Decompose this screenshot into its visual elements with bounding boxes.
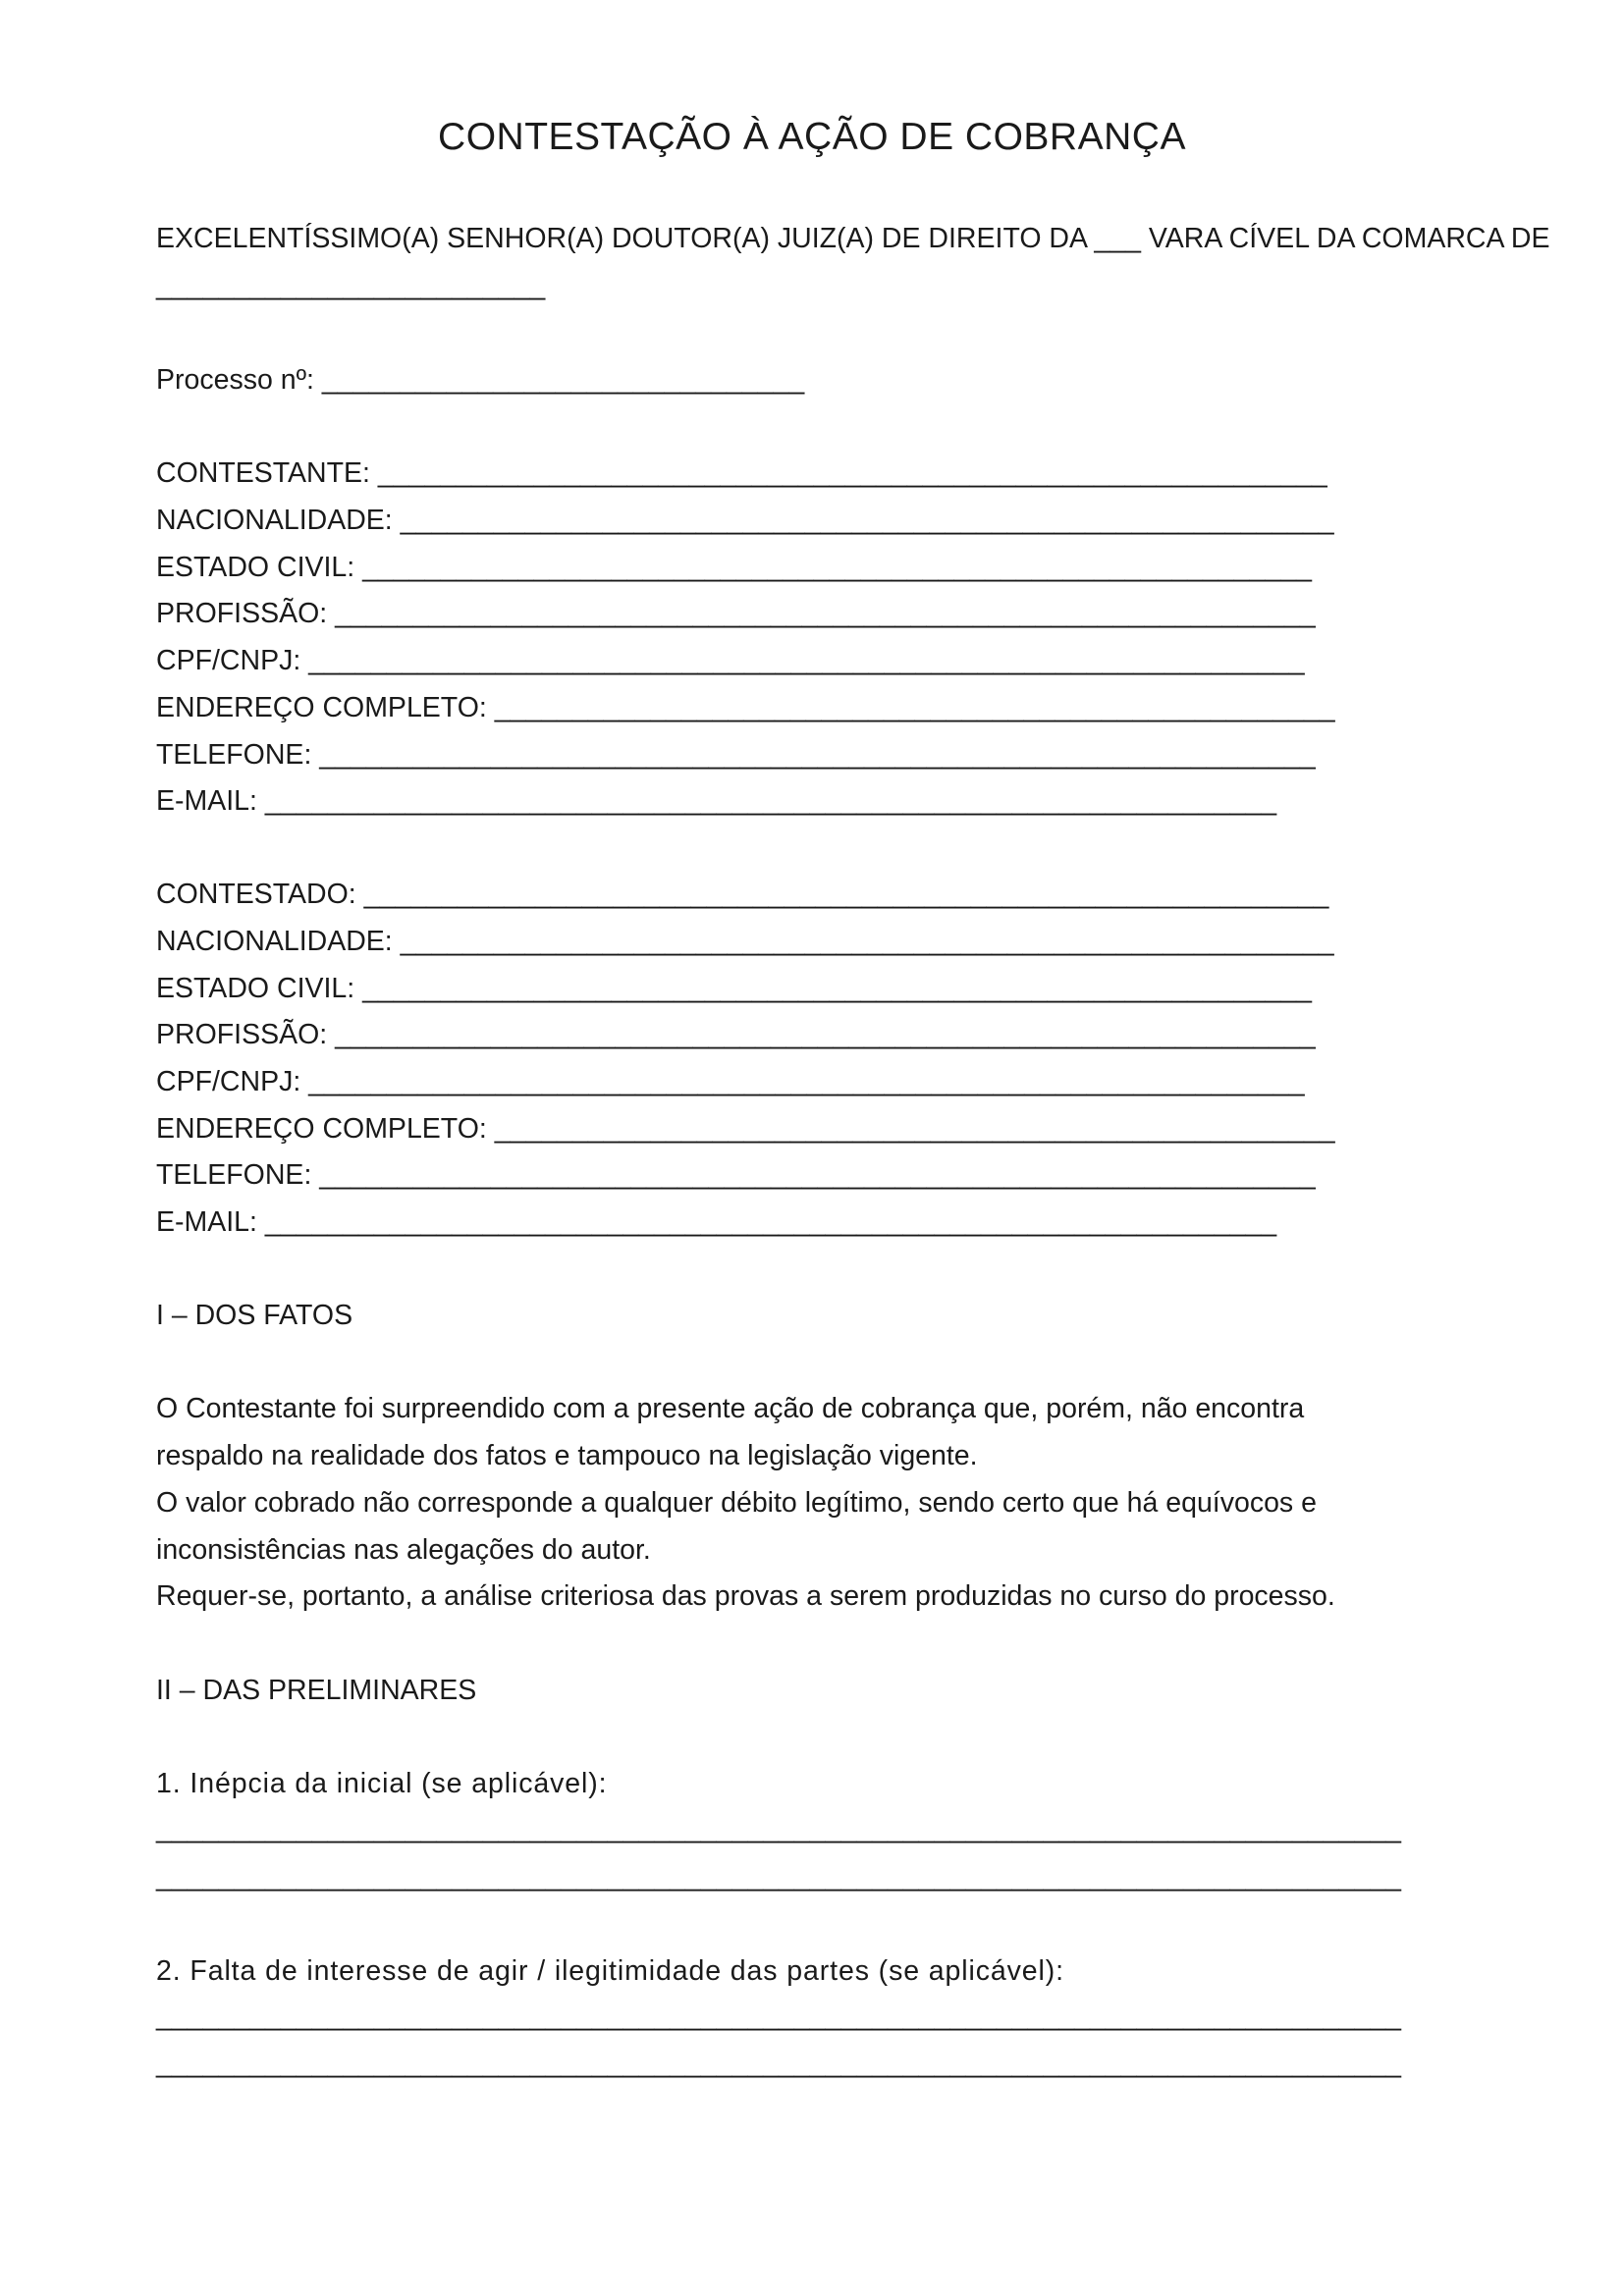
contestado-nationality-field: NACIONALIDADE: ____________________________________________________________ [156, 926, 1334, 957]
contestado-marital-status-field: ESTADO CIVIL: _____________________________________________________________ [156, 973, 1312, 1004]
contestante-phone-field: TELEFONE: ________________________________________________________________ [156, 739, 1316, 771]
contestante-cpf-cnpj-field: CPF/CNPJ: ________________________________________________________________ [156, 645, 1305, 676]
contestante-address-field: ENDEREÇO COMPLETO: ______________________________________________________ [156, 692, 1335, 723]
preliminary-item-1-blank-line: ________________________________________________________________________________ [156, 1813, 1402, 1844]
section-1-paragraph-line: O Contestante foi surpreendido com a presente ação de cobrança que, porém, não encontra [156, 1393, 1305, 1424]
contestante-name-field: CONTESTANTE: _____________________________________________________________ [156, 457, 1327, 489]
contestado-address-field: ENDEREÇO COMPLETO: ______________________________________________________ [156, 1113, 1335, 1145]
contestante-profession-field: PROFISSÃO: _______________________________________________________________ [156, 598, 1316, 629]
contestado-email-field: E-MAIL: _________________________________________________________________ [156, 1206, 1277, 1238]
preliminary-item-1-blank-line: ________________________________________________________________________________ [156, 1861, 1402, 1893]
contestado-phone-field: TELEFONE: ________________________________________________________________ [156, 1159, 1316, 1191]
preliminary-item-1-label: 1. Inépcia da inicial (se aplicável): [156, 1768, 608, 1799]
contestante-marital-status-field: ESTADO CIVIL: _____________________________________________________________ [156, 552, 1312, 583]
contestado-name-field: CONTESTADO: ______________________________________________________________ [156, 879, 1329, 910]
preliminary-item-2-label: 2. Falta de interesse de agir / ilegitimidade das partes (se aplicável): [156, 1955, 1064, 1987]
process-number-field: Processo nº: _______________________________ [156, 364, 805, 396]
addressee-blank: _________________________ [156, 270, 546, 301]
section-1-paragraph-line: O valor cobrado não corresponde a qualquer débito legítimo, sendo certo que há equívocos e [156, 1487, 1317, 1519]
document-title: CONTESTAÇÃO À AÇÃO DE COBRANÇA [438, 116, 1186, 158]
section-1-paragraph-line: respaldo na realidade dos fatos e tampouco na legislação vigente. [156, 1440, 978, 1471]
contestante-nationality-field: NACIONALIDADE: ____________________________________________________________ [156, 505, 1334, 536]
contestado-profession-field: PROFISSÃO: _______________________________________________________________ [156, 1019, 1316, 1050]
section-1-heading: I – DOS FATOS [156, 1300, 353, 1331]
contestado-cpf-cnpj-field: CPF/CNPJ: ________________________________________________________________ [156, 1066, 1305, 1097]
section-2-heading: II – DAS PRELIMINARES [156, 1675, 477, 1706]
section-1-paragraph-line: inconsistências nas alegações do autor. [156, 1534, 651, 1566]
section-1-paragraph-line: Requer-se, portanto, a análise criteriosa das provas a serem produzidas no curso do processo. [156, 1580, 1335, 1612]
addressee-line: EXCELENTÍSSIMO(A) SENHOR(A) DOUTOR(A) JUIZ(A) DE DIREITO DA ___ VARA CÍVEL DA COMARCA DE [156, 223, 1550, 254]
preliminary-item-2-blank-line: ________________________________________________________________________________ [156, 2048, 1402, 2079]
preliminary-item-2-blank-line: ________________________________________________________________________________ [156, 2001, 1402, 2032]
contestante-email-field: E-MAIL: _________________________________________________________________ [156, 785, 1277, 817]
